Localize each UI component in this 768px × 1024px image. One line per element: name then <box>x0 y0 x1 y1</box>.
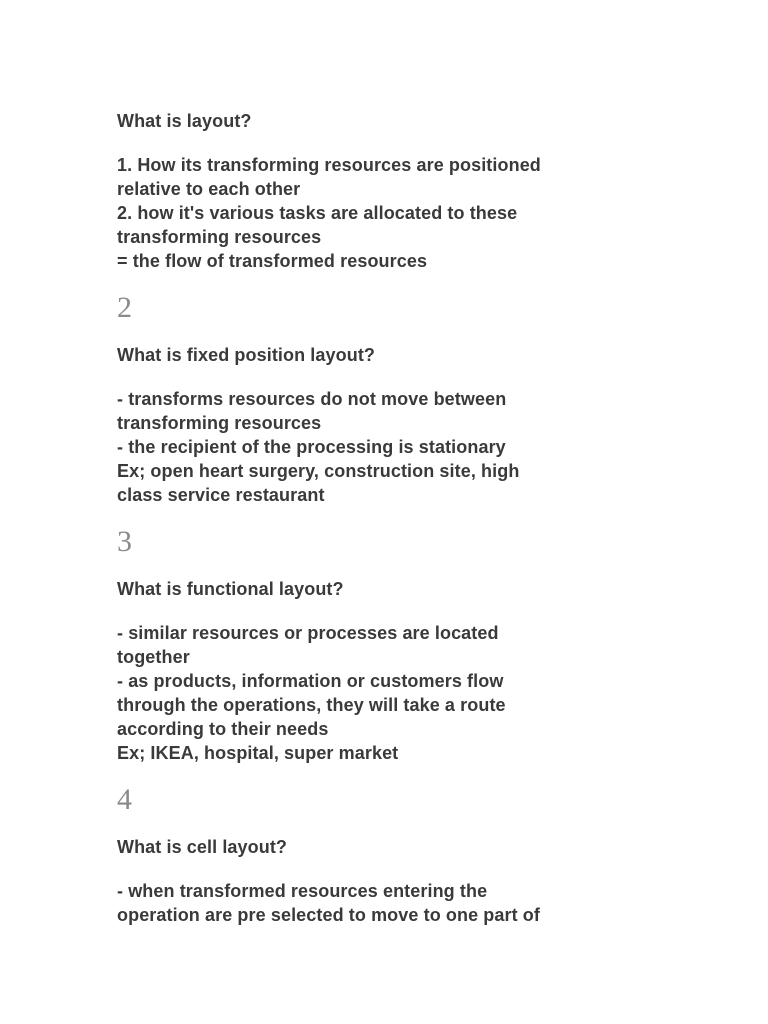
card-answer <box>117 621 717 765</box>
card-answer <box>117 153 717 273</box>
card-question: What is layout? <box>117 111 252 131</box>
flashcard-document <box>117 109 717 927</box>
answer-line: - similar resources or processes are located <box>117 623 499 643</box>
card-3 <box>117 525 717 765</box>
answer-line: 1. How its transforming resources are positioned <box>117 155 541 175</box>
card-answer <box>117 879 717 927</box>
card-question: What is functional layout? <box>117 579 344 599</box>
card-number: 3 <box>117 525 132 558</box>
answer-line: through the operations, they will take a route <box>117 695 506 715</box>
card-number: 2 <box>117 291 132 324</box>
card-4 <box>117 783 717 927</box>
answer-line: Ex; IKEA, hospital, super market <box>117 743 399 763</box>
answer-line: according to their needs <box>117 719 329 739</box>
answer-line: transforming resources <box>117 413 322 433</box>
answer-line: relative to each other <box>117 179 301 199</box>
card-question: What is cell layout? <box>117 837 288 857</box>
card-answer <box>117 387 717 507</box>
answer-line: together <box>117 647 190 667</box>
answer-line: transforming resources <box>117 227 322 247</box>
answer-line: - when transformed resources entering the <box>117 881 488 901</box>
card-number: 4 <box>117 783 132 816</box>
answer-line: - the recipient of the processing is stationary <box>117 437 506 457</box>
card-2 <box>117 291 717 507</box>
answer-line: Ex; open heart surgery, construction site, high <box>117 461 520 481</box>
card-question: What is fixed position layout? <box>117 345 376 365</box>
answer-line: operation are pre selected to move to one part of <box>117 905 540 925</box>
answer-line: - transforms resources do not move between <box>117 389 507 409</box>
answer-line: class service restaurant <box>117 485 325 505</box>
answer-line: = the flow of transformed resources <box>117 251 428 271</box>
answer-line: 2. how it's various tasks are allocated to these <box>117 203 518 223</box>
card-1 <box>117 109 717 273</box>
answer-line: - as products, information or customers flow <box>117 671 504 691</box>
